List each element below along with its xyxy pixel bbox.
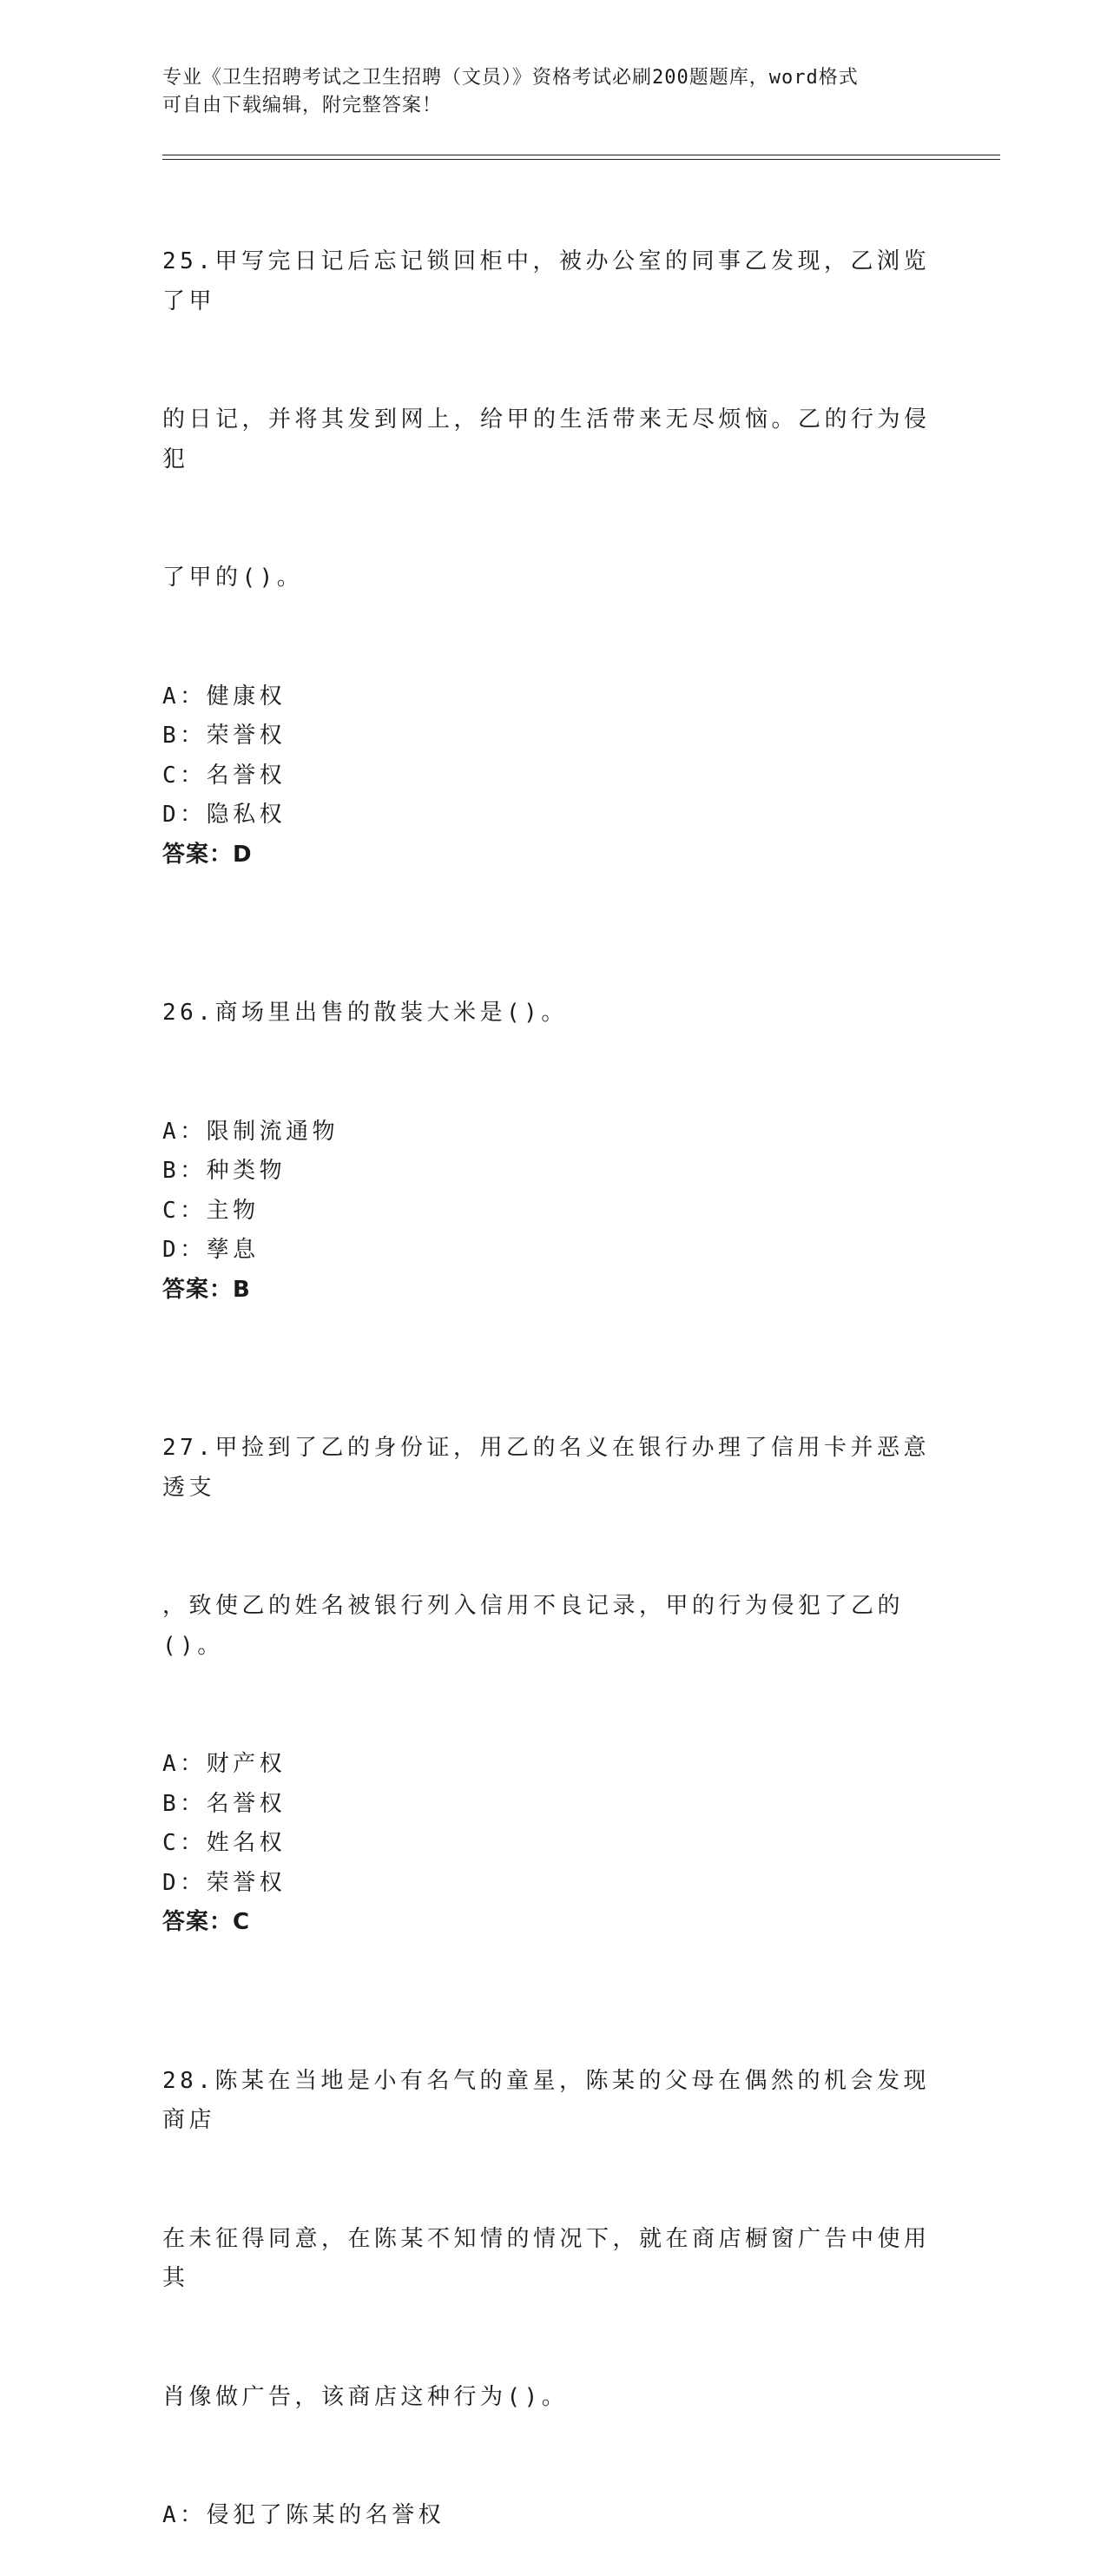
question-stem bbox=[162, 163, 944, 677]
header-divider-bottom bbox=[162, 159, 1000, 160]
question-27 bbox=[162, 1350, 944, 1943]
stem-line: 25.甲写完日记后忘记锁回柜中，被办公室的同事乙发现，乙浏览了甲 bbox=[162, 248, 930, 314]
option-c: C：主物 bbox=[162, 1197, 260, 1224]
option-a: A：财产权 bbox=[162, 1751, 287, 1777]
answer-label: 答案：D bbox=[162, 841, 253, 868]
option-c: C：姓名权 bbox=[162, 1830, 287, 1856]
stem-line: 在未征得同意，在陈某不知情的情况下，就在商店橱窗广告中使用其 bbox=[162, 2225, 931, 2291]
option-d: D：隐私权 bbox=[162, 802, 287, 828]
question-26 bbox=[162, 915, 944, 1310]
option-d: D：孳息 bbox=[162, 1237, 260, 1263]
option-b: B：名誉权 bbox=[162, 1790, 287, 1817]
stem-line: 的日记，并将其发到网上，给甲的生活带来无尽烦恼。乙的行为侵犯 bbox=[162, 406, 931, 472]
option-b: B：荣誉权 bbox=[162, 723, 287, 749]
stem-line: 肖像做广告，该商店这种行为()。 bbox=[162, 2383, 569, 2410]
header-line-2: 可自由下载编辑，附完整答案！ bbox=[162, 95, 443, 116]
option-a: A：侵犯了陈某的名誉权 bbox=[162, 2502, 445, 2528]
answer-label: 答案：C bbox=[162, 1909, 251, 1935]
option-c: C：名誉权 bbox=[162, 762, 287, 789]
stem-line: ，致使乙的姓名被银行列入信用不良记录，甲的行为侵犯了乙的()。 bbox=[162, 1593, 905, 1659]
question-25 bbox=[162, 163, 944, 875]
option-a: A：限制流通物 bbox=[162, 1118, 339, 1145]
option-d: D：荣誉权 bbox=[162, 1869, 287, 1896]
answer-label: 答案：B bbox=[162, 1276, 251, 1303]
stem-line: 27.甲捡到了乙的身份证，用乙的名义在银行办理了信用卡并恶意透支 bbox=[162, 1435, 930, 1501]
question-28 bbox=[162, 1983, 944, 2536]
question-stem bbox=[162, 1983, 944, 2497]
stem-line: 26.商场里出售的散装大米是()。 bbox=[162, 1000, 568, 1026]
question-stem bbox=[162, 1350, 944, 1745]
question-list bbox=[162, 163, 944, 2576]
document-header bbox=[162, 64, 944, 120]
option-b: B：种类物 bbox=[162, 1158, 287, 1184]
option-a: A：健康权 bbox=[162, 683, 287, 710]
stem-line: 了甲的()。 bbox=[162, 565, 304, 591]
header-line-1: 专业《卫生招聘考试之卫生招聘（文员）》资格考试必刷200题题库，word格式 bbox=[162, 67, 859, 89]
stem-line: 28.陈某在当地是小有名气的童星，陈某的父母在偶然的机会发现商店 bbox=[162, 2067, 930, 2133]
question-stem bbox=[162, 915, 944, 1113]
